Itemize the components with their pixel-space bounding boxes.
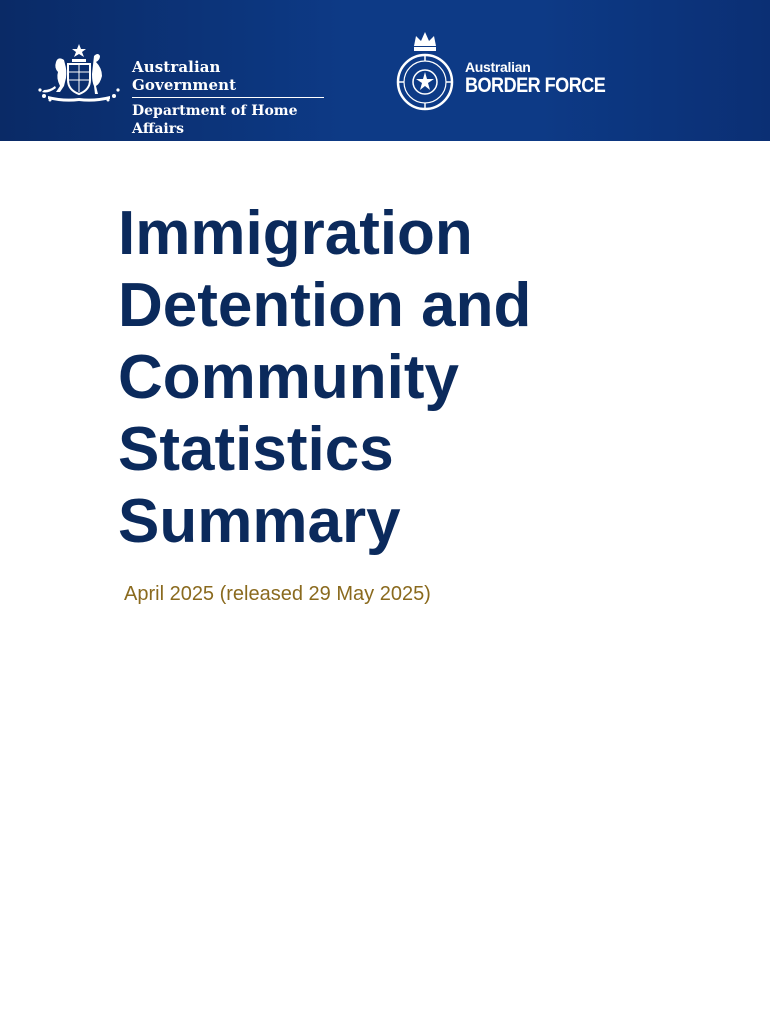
title-line: Detention and [118, 271, 532, 340]
document-subtitle: April 2025 (released 29 May 2025) [124, 583, 431, 605]
coat-of-arms-icon [34, 42, 124, 104]
header-banner [0, 0, 770, 141]
document-title [118, 198, 678, 558]
department-name: Department of Home Affairs [132, 103, 298, 137]
title-line: Statistics [118, 415, 394, 484]
title-line: Immigration [118, 199, 473, 268]
government-logo-text [132, 58, 327, 138]
government-name: Australian Government [132, 58, 237, 94]
agency-line2: BORDER FORCE [465, 74, 606, 97]
title-line: Summary [118, 487, 401, 556]
border-force-logo-text [465, 60, 628, 97]
border-force-badge-icon [394, 28, 456, 114]
agency-line1: Australian [465, 59, 531, 75]
title-line: Community [118, 343, 459, 412]
logo-divider [132, 97, 324, 98]
